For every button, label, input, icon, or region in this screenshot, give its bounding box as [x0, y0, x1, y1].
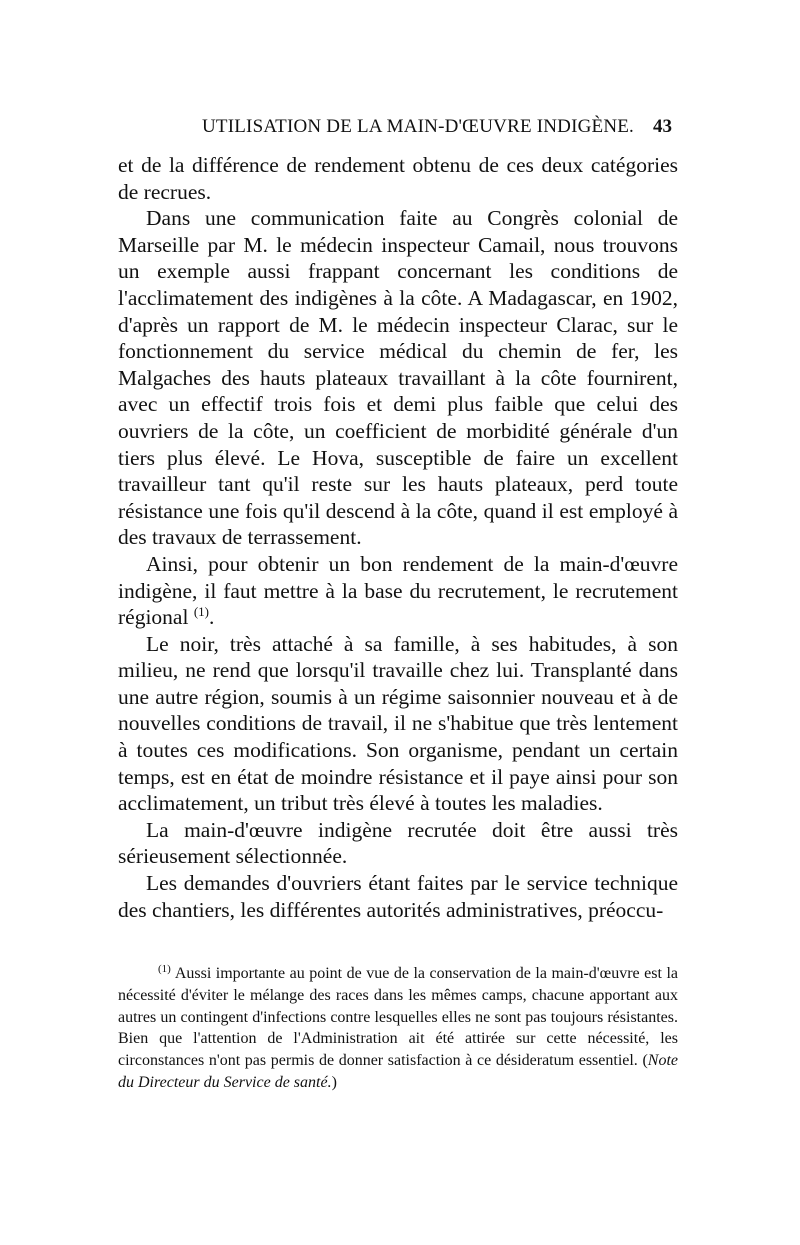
paragraph-text: Les demandes d'ouvriers étant faites par le service technique des chantiers, les différentes autorités administratives, préoccu- [118, 871, 678, 922]
paragraph-text: et de la différence de rendement obtenu de ces deux catégories de recrues. [118, 153, 678, 204]
paragraph-text: Dans une communication faite au Congrès colonial de Marseille par M. le médecin inspecteur Camail, nous trouvons un exemple aussi frappant concernant les conditions de l'acclimatement des indigènes à la côte. A Madagascar, en 1902, d'après un rapport de M. le médecin inspecteur Clarac, sur le fonctionnement du service médical du chemin de fer, les Malgaches des hauts plateaux travaillant à la côte fournirent, avec un effectif trois fois et demi plus faible que celui des ouvriers de la côte, un coefficient de morbidité générale d'un tiers plus élevé. Le Hova, susceptible de faire un excellent travailleur tant qu'il reste sur les hauts plateaux, perd toute résistance une fois qu'il descend à la côte, quand il est employé à des travaux de terrassement. [118, 206, 678, 550]
footnote-reference: (1) [193, 603, 209, 619]
footnote [118, 963, 678, 1094]
paragraph-text: Le noir, très attaché à sa famille, à ses habitudes, à son milieu, ne rend que lorsqu'il travaille chez lui. Transplanté dans une autre région, soumis à un régime saisonnier nouveau et à de nouvelles conditions de travail, il ne s'habitue que très lentement à toutes ces modifications. Son organisme, pendant un certain temps, est en état de moindre résistance et il paye ainsi pour son acclimatement, un tribut très élevé à toutes les maladies. [118, 631, 678, 816]
footnote-mark: (1) [158, 962, 171, 975]
footnote-attribution: Note du Directeur du Service de santé. [118, 1052, 678, 1091]
paragraph-tail: . [209, 605, 215, 630]
page-number: 43 [653, 116, 672, 137]
paragraph-text: La main-d'œuvre indigène recrutée doit être aussi très sérieusement sélectionnée. [118, 817, 678, 869]
paragraph-continuation [118, 152, 678, 205]
footnote-text: Aussi importante au point de vue de la conservation de la main-d'œuvre est la nécessité d'éviter le mélange des races dans les mêmes camps, chacune apportant aux autres un contingent d'infections contre lesquelles elles ne sont pas toujours résistantes. Bien que l'attention de l'Administration ait été attirée sur cette nécessité, les circonstances n'ont pas permis de donner satisfaction à ce désideratum essentiel. ( [118, 965, 678, 1070]
running-title: UTILISATION DE LA MAIN-D'ŒUVRE INDIGÈNE. [202, 116, 635, 137]
paragraph-camail [118, 205, 678, 551]
paragraph-demandes [118, 870, 678, 923]
running-head [118, 116, 678, 144]
paragraph-selection [118, 817, 678, 870]
footnote-close: ) [331, 1073, 337, 1091]
paragraph-recrutement-regional [118, 551, 678, 631]
body-text [118, 152, 678, 923]
paragraph-text: Ainsi, pour obtenir un bon rendement de la main-d'œuvre indigène, il faut mettre à la base du recrutement, le recrutement régional [118, 551, 678, 630]
paragraph-le-noir [118, 631, 678, 817]
